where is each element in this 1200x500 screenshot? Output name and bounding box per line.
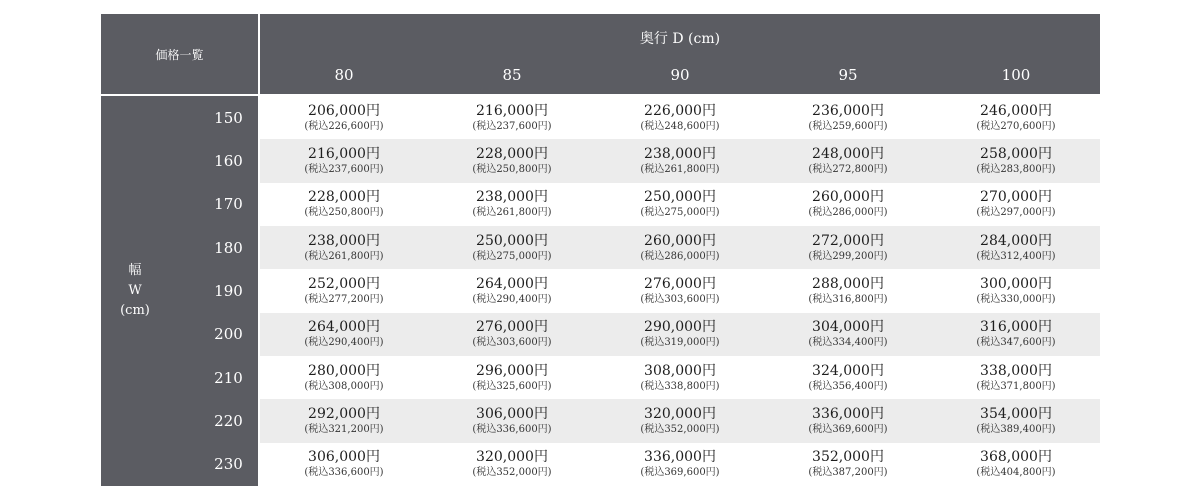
price-value: 308,000円: [644, 362, 716, 379]
price-with-tax: (税込237,600円): [304, 163, 384, 175]
price-with-tax: (税込277,200円): [304, 293, 384, 305]
price-grid: [260, 96, 1100, 486]
price-with-tax: (税込272,800円): [808, 163, 888, 175]
price-with-tax: (税込290,400円): [472, 293, 552, 305]
price-cell: [428, 269, 596, 312]
price-cell: [764, 443, 932, 486]
price-value: 316,000円: [980, 319, 1052, 336]
price-with-tax: (税込303,600円): [640, 293, 720, 305]
price-with-tax: (税込371,800円): [976, 380, 1056, 392]
price-with-tax: (税込261,800円): [640, 163, 720, 175]
price-table: [101, 14, 1100, 486]
price-cell: [932, 96, 1100, 139]
price-cell: [932, 399, 1100, 442]
price-cell: [764, 356, 932, 399]
price-value: 250,000円: [476, 232, 548, 249]
price-cell: [596, 96, 764, 139]
price-with-tax: (税込290,400円): [304, 337, 384, 349]
price-value: 238,000円: [308, 232, 380, 249]
price-cell: [932, 356, 1100, 399]
price-value: 260,000円: [644, 232, 716, 249]
price-with-tax: (税込286,000円): [640, 250, 720, 262]
price-with-tax: (税込312,400円): [976, 250, 1056, 262]
price-value: 320,000円: [644, 405, 716, 422]
price-value: 216,000円: [308, 145, 380, 162]
price-value: 304,000円: [812, 319, 884, 336]
price-cell: [428, 356, 596, 399]
price-cell: [596, 399, 764, 442]
width-title-kanji: 幅: [128, 263, 142, 278]
width-title-symbol: W: [128, 283, 142, 298]
price-value: 276,000円: [644, 275, 716, 292]
price-with-tax: (税込226,600円): [304, 120, 384, 132]
price-with-tax: (税込387,200円): [808, 467, 888, 479]
price-value: 306,000円: [476, 405, 548, 422]
price-value: 264,000円: [476, 275, 548, 292]
price-with-tax: (税込325,600円): [472, 380, 552, 392]
price-cell: [932, 269, 1100, 312]
price-list-title: 価格一覧: [101, 14, 258, 94]
price-cell: [932, 313, 1100, 356]
price-cell: [428, 313, 596, 356]
price-cell: [260, 356, 428, 399]
price-with-tax: (税込297,000円): [976, 207, 1056, 219]
price-value: 290,000円: [644, 319, 716, 336]
price-value: 238,000円: [476, 189, 548, 206]
price-with-tax: (税込321,200円): [304, 423, 384, 435]
price-value: 320,000円: [476, 449, 548, 466]
price-with-tax: (税込259,600円): [808, 120, 888, 132]
price-cell: [260, 399, 428, 442]
price-value: 258,000円: [980, 145, 1052, 162]
price-cell: [428, 96, 596, 139]
width-row-label: 190: [214, 281, 243, 300]
depth-col-4: 100: [1001, 66, 1031, 84]
price-with-tax: (税込336,600円): [304, 467, 384, 479]
price-cell: [428, 183, 596, 226]
price-with-tax: (税込286,000円): [808, 207, 888, 219]
price-value: 276,000円: [476, 319, 548, 336]
price-cell: [260, 226, 428, 269]
price-value: 226,000円: [644, 102, 716, 119]
price-cell: [260, 139, 428, 182]
price-value: 306,000円: [308, 449, 380, 466]
price-cell: [596, 443, 764, 486]
price-cell: [932, 226, 1100, 269]
price-value: 216,000円: [476, 102, 548, 119]
price-with-tax: (税込369,600円): [808, 423, 888, 435]
price-cell: [260, 183, 428, 226]
width-row-label: 180: [214, 238, 243, 257]
price-with-tax: (税込330,000円): [976, 293, 1056, 305]
price-cell: [764, 226, 932, 269]
price-with-tax: (税込250,800円): [304, 207, 384, 219]
price-value: 280,000円: [308, 362, 380, 379]
price-value: 238,000円: [644, 145, 716, 162]
price-value: 292,000円: [308, 405, 380, 422]
price-cell: [428, 443, 596, 486]
depth-header: [260, 14, 1100, 94]
price-value: 206,000円: [308, 102, 380, 119]
price-with-tax: (税込347,600円): [976, 337, 1056, 349]
price-cell: [596, 313, 764, 356]
price-with-tax: (税込316,800円): [808, 293, 888, 305]
width-row-label: 200: [214, 325, 243, 344]
width-title-unit: (cm): [120, 303, 150, 318]
price-cell: [596, 183, 764, 226]
price-value: 336,000円: [644, 449, 716, 466]
width-row-label: 210: [214, 368, 243, 387]
price-with-tax: (税込261,800円): [472, 207, 552, 219]
price-value: 338,000円: [980, 362, 1052, 379]
price-cell: [596, 226, 764, 269]
price-cell: [428, 139, 596, 182]
table-row: [260, 269, 1100, 312]
depth-title: 奥行 D (cm): [639, 31, 721, 47]
price-cell: [764, 313, 932, 356]
width-header: [101, 96, 258, 486]
price-cell: [428, 399, 596, 442]
price-with-tax: (税込303,600円): [472, 337, 552, 349]
price-value: 250,000円: [644, 189, 716, 206]
width-row-label: 220: [214, 411, 243, 430]
table-row: [260, 139, 1100, 182]
price-cell: [764, 399, 932, 442]
width-row-label: 230: [214, 455, 243, 474]
price-with-tax: (税込275,000円): [472, 250, 552, 262]
price-cell: [596, 269, 764, 312]
price-with-tax: (税込369,600円): [640, 467, 720, 479]
price-value: 284,000円: [980, 232, 1052, 249]
table-row: [260, 399, 1100, 442]
price-cell: [596, 356, 764, 399]
price-cell: [764, 269, 932, 312]
table-row: [260, 443, 1100, 486]
table-row: [260, 226, 1100, 269]
table-row: [260, 96, 1100, 139]
depth-col-1: 85: [502, 66, 522, 84]
table-row: [260, 356, 1100, 399]
price-with-tax: (税込336,600円): [472, 423, 552, 435]
price-with-tax: (税込283,800円): [976, 163, 1056, 175]
price-cell: [260, 443, 428, 486]
depth-col-2: 90: [670, 66, 690, 84]
price-with-tax: (税込270,600円): [976, 120, 1056, 132]
price-value: 246,000円: [980, 102, 1052, 119]
price-with-tax: (税込404,800円): [976, 467, 1056, 479]
price-value: 324,000円: [812, 362, 884, 379]
table-row: [260, 183, 1100, 226]
price-with-tax: (税込352,000円): [640, 423, 720, 435]
price-cell: [932, 139, 1100, 182]
price-value: 260,000円: [812, 189, 884, 206]
price-value: 288,000円: [812, 275, 884, 292]
width-row-label: 150: [214, 108, 243, 127]
price-value: 264,000円: [308, 319, 380, 336]
price-value: 228,000円: [308, 189, 380, 206]
price-with-tax: (税込334,400円): [808, 337, 888, 349]
price-value: 236,000円: [812, 102, 884, 119]
price-cell: [932, 183, 1100, 226]
price-value: 272,000円: [812, 232, 884, 249]
price-with-tax: (税込338,800円): [640, 380, 720, 392]
price-with-tax: (税込308,000円): [304, 380, 384, 392]
width-row-labels: [199, 96, 258, 486]
price-cell: [596, 139, 764, 182]
price-value: 352,000円: [812, 449, 884, 466]
price-value: 354,000円: [980, 405, 1052, 422]
price-value: 270,000円: [980, 189, 1052, 206]
price-value: 296,000円: [476, 362, 548, 379]
price-with-tax: (税込237,600円): [472, 120, 552, 132]
depth-col-3: 95: [838, 66, 858, 84]
width-row-label: 160: [214, 151, 243, 170]
price-with-tax: (税込299,200円): [808, 250, 888, 262]
price-value: 248,000円: [812, 145, 884, 162]
price-value: 336,000円: [812, 405, 884, 422]
price-cell: [764, 139, 932, 182]
price-value: 228,000円: [476, 145, 548, 162]
price-cell: [260, 313, 428, 356]
price-cell: [260, 96, 428, 139]
price-value: 300,000円: [980, 275, 1052, 292]
depth-column-labels: [260, 66, 1100, 84]
price-value: 368,000円: [980, 449, 1052, 466]
price-with-tax: (税込250,800円): [472, 163, 552, 175]
table-row: [260, 313, 1100, 356]
price-with-tax: (税込248,600円): [640, 120, 720, 132]
price-with-tax: (税込261,800円): [304, 250, 384, 262]
price-cell: [764, 96, 932, 139]
price-with-tax: (税込356,400円): [808, 380, 888, 392]
price-cell: [260, 269, 428, 312]
price-with-tax: (税込352,000円): [472, 467, 552, 479]
price-value: 252,000円: [308, 275, 380, 292]
price-cell: [428, 226, 596, 269]
width-title: [101, 96, 169, 486]
price-cell: [764, 183, 932, 226]
price-with-tax: (税込319,000円): [640, 337, 720, 349]
price-with-tax: (税込275,000円): [640, 207, 720, 219]
depth-col-0: 80: [334, 66, 354, 84]
price-cell: [932, 443, 1100, 486]
width-row-label: 170: [214, 195, 243, 214]
price-with-tax: (税込389,400円): [976, 423, 1056, 435]
